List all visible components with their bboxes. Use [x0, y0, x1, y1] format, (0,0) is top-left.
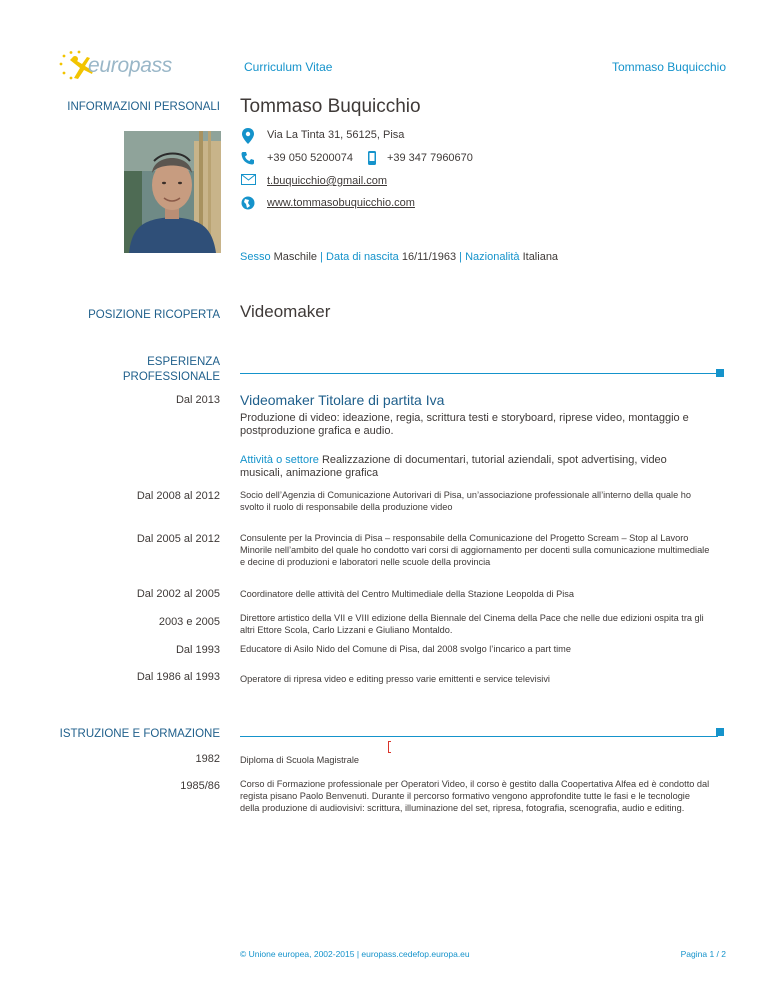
europass-logo-text: europass [88, 54, 172, 77]
sector-value: Realizzazione di documentari, tutorial aziendali, spot advertising, video musicali, animazione grafica [240, 454, 667, 479]
email-row [241, 174, 387, 188]
header-cv-label: Curriculum Vitae [244, 60, 333, 74]
experience-text: Direttore artistico della VII e VIII edizione della Biennale del Cinema della Pace che nelle due edizioni ospita tra gli altri Ettore Scola, Carlo Lizzani e Giuliano Montaldo. [240, 613, 704, 635]
red-bracket-mark [388, 741, 391, 753]
position-value: Videomaker [240, 302, 331, 321]
experience-date: Dal 1986 al 1993 [136, 671, 220, 683]
education-date: 1985/86 [180, 780, 220, 792]
address-text: Via La Tinta 31, 56125, Pisa [267, 129, 405, 141]
experience-date: 2003 e 2005 [158, 616, 220, 628]
experience-main-desc: Produzione di video: ideazione, regia, scrittura testi e storyboard, riprese video, montaggio e postproduzione grafica e audio. [240, 412, 689, 437]
mobile-phone-icon [367, 151, 379, 165]
page-number: Pagina 1 / 2 [680, 949, 726, 959]
experience-text: Operatore di ripresa video e editing presso varie emittenti e service televisivi [240, 674, 550, 684]
location-pin-icon [241, 128, 259, 142]
header-name: Tommaso Buquicchio [611, 60, 726, 74]
position-label: POSIZIONE RICOPERTA [88, 309, 220, 321]
experience-text: Coordinatore delle attività del Centro Multimediale della Stazione Leopolda di Pisa [240, 589, 575, 599]
mobile-text: +39 347 7960670 [386, 152, 473, 164]
experience-text: Socio dell’Agenzia di Comunicazione Autorivari di Pisa, un’associazione professionale all’interno della quale ho svolto il ruolo di responsabile della produzione video [240, 490, 691, 512]
full-name: Tommaso Buquicchio [240, 96, 421, 117]
education-label: ISTRUZIONE E FORMAZIONE [59, 728, 220, 740]
globe-icon [241, 196, 259, 210]
separator: | [320, 251, 323, 263]
section-divider [240, 373, 718, 374]
personal-details [240, 251, 558, 263]
section-marker [716, 728, 724, 736]
section-marker [716, 369, 724, 377]
nationality-label: Nazionalità [465, 251, 520, 263]
experience-text: Consulente per la Provincia di Pisa – responsabile della Comunicazione del Progetto Scream – Stop al Lavoro Minorile nell’ambito del quale ho condotto vari corsi di aggiornamento per docenti sulla comunicazione multimediale e decine di produzioni e laboratori nelle scuole della provincia [240, 533, 710, 567]
phone-icon [241, 151, 259, 165]
email-link[interactable]: t.buquicchio@gmail.com [267, 175, 387, 187]
sector-label: Attività o settore [240, 454, 319, 466]
experience-main-title: Videomaker Titolare di partita Iva [240, 392, 445, 408]
birth-label: Data di nascita [326, 251, 399, 263]
nationality-value: Italiana [522, 251, 559, 263]
experience-text: Educatore di Asilo Nido del Comune di Pisa, dal 2008 svolgo l’incarico a part time [240, 644, 571, 654]
website-row [241, 196, 415, 210]
education-text: Corso di Formazione professionale per Operatori Video, il corso è gestito dalla Coopertativa Alfea ed è condotto dal regista pisano Paolo Benvenuti. Durante il percorso formativo vengono approfondite tutte le fasi e le tecnologie della produzione di audiovisivi: scrittura, illuminazione del set, ripresa, fotografia, scenografia, audio e editing. [240, 779, 710, 813]
website-link[interactable]: www.tommasobuquicchio.com [267, 197, 415, 209]
personal-info-label: INFORMAZIONI PERSONALI [67, 101, 220, 113]
experience-main-sector [240, 454, 710, 480]
experience-label: ESPERIENZA PROFESSIONALE [122, 356, 220, 383]
profile-photo [124, 131, 221, 253]
footer-copyright: © Unione europea, 2002-2015 | europass.cedefop.europa.eu [240, 949, 470, 959]
phone-text: +39 050 5200074 [267, 152, 353, 164]
address-row [241, 128, 404, 142]
separator: | [459, 251, 463, 263]
email-icon [241, 174, 259, 188]
education-date: 1982 [195, 753, 220, 765]
sex-value: Maschile [273, 251, 318, 263]
experience-date: Dal 1993 [175, 644, 220, 656]
phone-row [241, 151, 473, 165]
sex-label: Sesso [240, 251, 271, 263]
experience-date: Dal 2008 al 2012 [136, 490, 220, 502]
experience-date: Dal 2002 al 2005 [136, 588, 220, 600]
education-text: Diploma di Scuola Magistrale [240, 755, 359, 765]
section-divider [240, 736, 718, 737]
experience-date: Dal 2005 al 2012 [136, 533, 220, 545]
experience-main-date: Dal 2013 [175, 394, 220, 406]
birth-value: 16/11/1963 [401, 251, 457, 263]
